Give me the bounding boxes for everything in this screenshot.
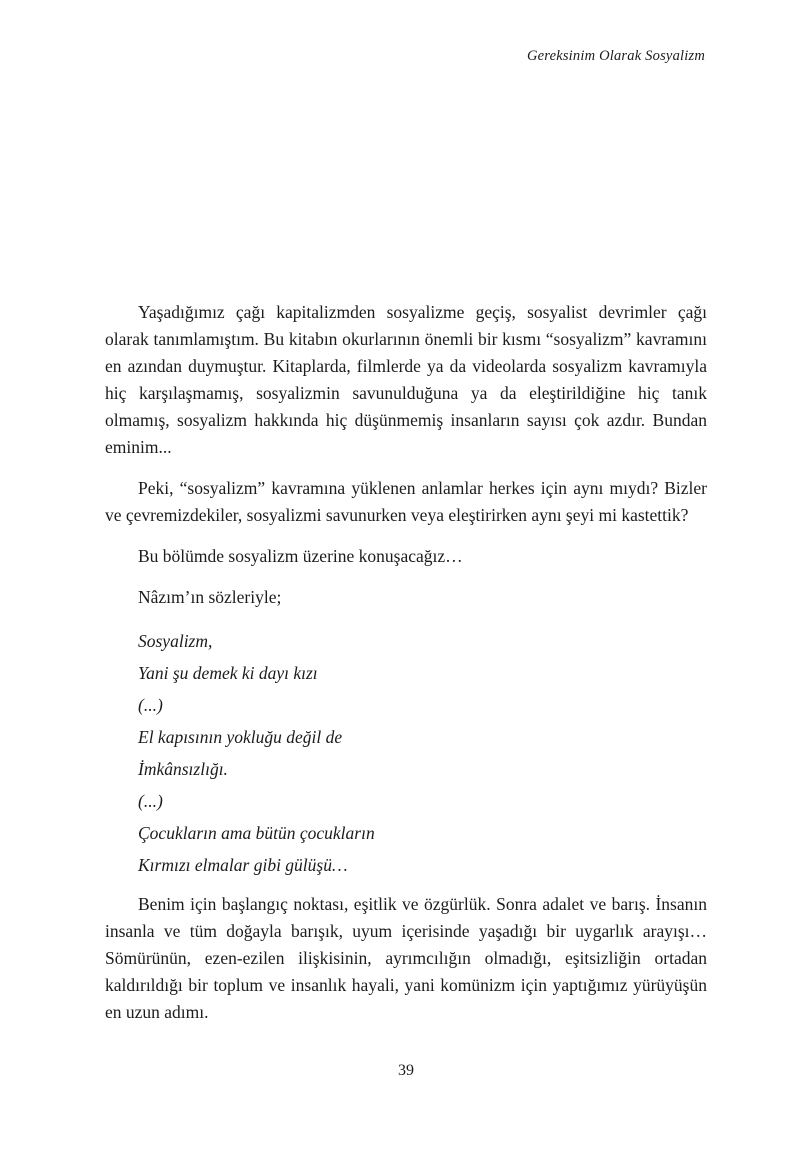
paragraph-quote-lead: Nâzım’ın sözleriyle; — [138, 587, 282, 607]
page-number: 39 — [398, 1062, 414, 1079]
poem-line: Sosyalizm, — [138, 631, 213, 651]
paragraph-closing: Benim için başlangıç noktası, eşitlik ve özgürlük. Sonra adalet ve barış. İnsanın insanla ve tüm doğayla barışık, uyum içerisinde yaşadığı bir uygarlık arayışı… Sömürünün, ezen-ezilen ilişkisinin, ayrımcılığın olmadığı, eşitsizliğin ortadan kaldırıldığı bir toplum ve insanlık hayali, yani komünizm için yaptığımız yürüyüşün en uzun adımı. — [105, 894, 707, 1022]
poem-line: İmkânsızlığı. — [138, 759, 228, 779]
paragraph-intro: Yaşadığımız çağı kapitalizmden sosyalizme geçiş, sosyalist devrimler çağı olarak tanımlamıştım. Bu kitabın okurlarının önemli bir kısmı “sosyalizm” kavramını en azından duymuştur. Kitaplarda, filmlerde ya da videolarda sosyalizm kavramıyla hiç karşılaşmamış, sosyalizmin savunulduğuna ya da eleştirildiğine hiç tanık olmamış, sosyalizm hakkında hiç düşünmemiş insanların sayısı çok azdır. Bundan eminim... — [105, 302, 707, 457]
poem-block — [105, 625, 707, 881]
paragraph-section-lead: Bu bölümde sosyalizm üzerine konuşacağız… — [138, 546, 463, 566]
poem-line: Çocukların ama bütün çocukların — [138, 823, 375, 843]
paragraph-question: Peki, “sosyalizm” kavramına yüklenen anlamlar herkes için aynı mıydı? Bizler ve çevremizdekiler, sosyalizmi savunurken veya eleştirirken aynı şeyi mi kastettik? — [105, 478, 707, 525]
poem-line: (...) — [138, 695, 163, 715]
running-header: Gereksinim Olarak Sosyalizm — [526, 48, 705, 64]
poem-line: Kırmızı elmalar gibi gülüşü… — [138, 855, 348, 875]
page-body — [105, 299, 707, 1040]
poem-line: (...) — [138, 791, 163, 811]
poem-line: El kapısının yokluğu değil de — [138, 727, 343, 747]
poem-line: Yani şu demek ki dayı kızı — [138, 663, 318, 683]
